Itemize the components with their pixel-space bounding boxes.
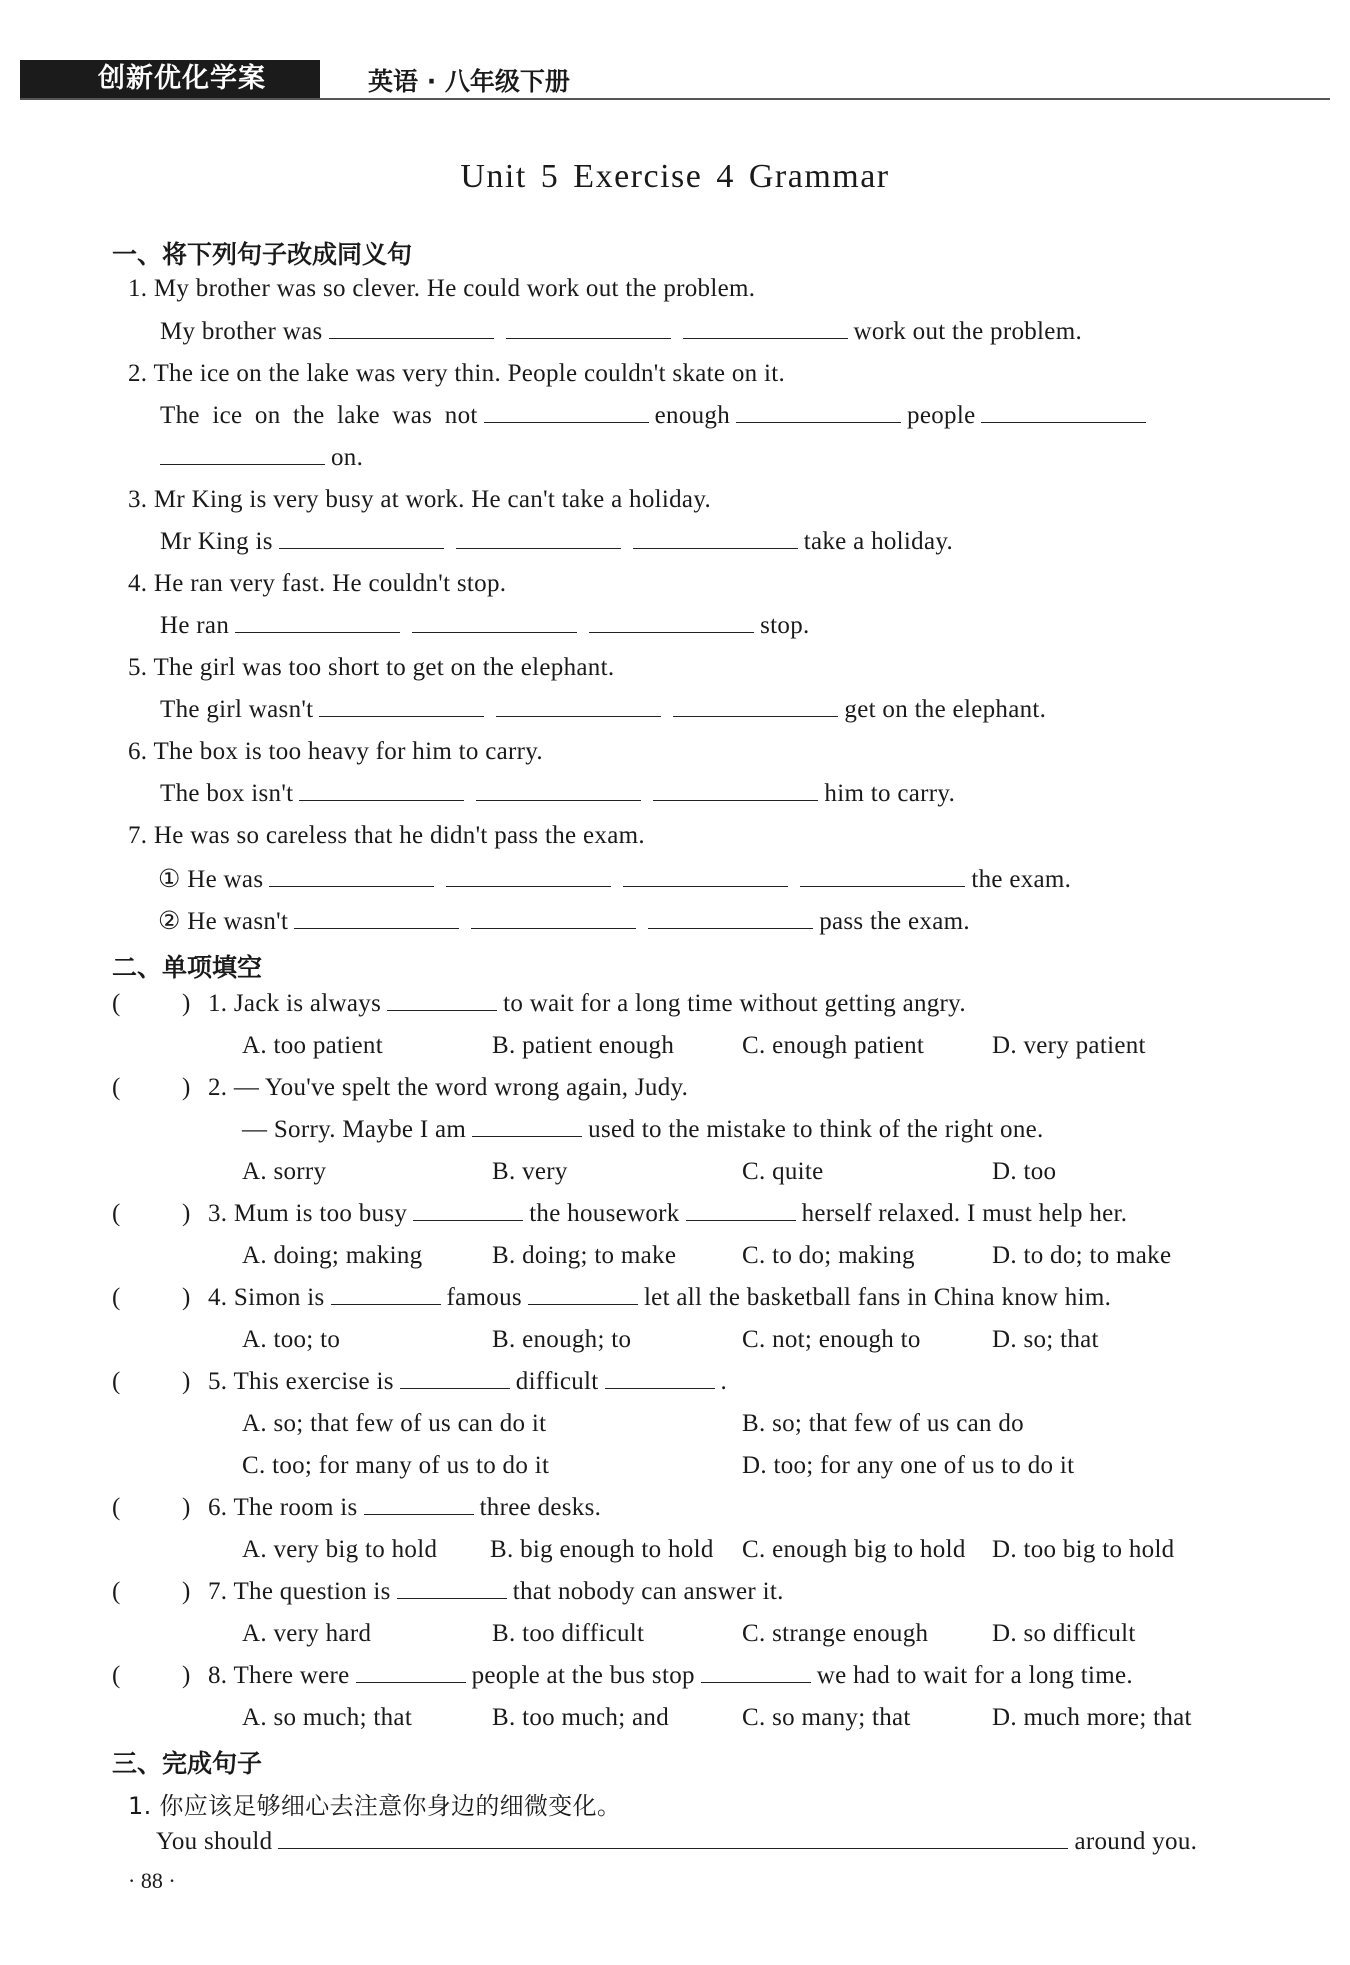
answer-blank[interactable]: [160, 446, 325, 465]
header-rule: [20, 98, 1330, 100]
s1-a7-2: ② He wasn't pass the exam.: [158, 908, 970, 935]
answer-blank[interactable]: [364, 1496, 474, 1515]
s1-q3: 3. Mr King is very busy at work. He can't take a holiday.: [128, 486, 712, 513]
s2-q3-opt-d[interactable]: D. to do; to make: [992, 1242, 1172, 1269]
answer-blank[interactable]: [472, 1118, 582, 1137]
s2-q1-opt-d[interactable]: D. very patient: [992, 1032, 1146, 1059]
s2-q5-opt-d[interactable]: D. too; for any one of us to do it: [742, 1452, 1075, 1479]
answer-blank[interactable]: [471, 910, 636, 929]
s1-q5: 5. The girl was too short to get on the elephant.: [128, 654, 615, 681]
answer-blank[interactable]: [648, 910, 813, 929]
brand-banner: 创新优化学案: [20, 60, 320, 98]
s2-q5-opt-c[interactable]: C. too; for many of us to do it: [242, 1452, 550, 1479]
s1-a6: The box isn't him to carry.: [160, 780, 956, 807]
answer-paren-close: ): [182, 1578, 191, 1605]
section-3-heading: 三、完成句子: [112, 1749, 263, 1778]
s2-q7-opt-b[interactable]: B. too difficult: [492, 1620, 645, 1647]
s2-q1-opt-a[interactable]: A. too patient: [242, 1032, 383, 1059]
s2-q5-opt-b[interactable]: B. so; that few of us can do: [742, 1410, 1024, 1437]
s2-q8-opt-d[interactable]: D. much more; that: [992, 1704, 1192, 1731]
answer-blank[interactable]: [800, 868, 965, 887]
answer-blank[interactable]: [299, 782, 464, 801]
answer-paren-open: (: [112, 1074, 121, 1101]
answer-blank[interactable]: [269, 868, 434, 887]
answer-blank[interactable]: [278, 1830, 1068, 1849]
s1-q4: 4. He ran very fast. He couldn't stop.: [128, 570, 507, 597]
s2-q4: 4. Simon is famous let all the basketball fans in China know him.: [208, 1284, 1112, 1311]
s2-q6-opt-b[interactable]: B. big enough to hold: [490, 1536, 714, 1563]
s2-q3-opt-a[interactable]: A. doing; making: [242, 1242, 423, 1269]
answer-blank[interactable]: [294, 910, 459, 929]
answer-blank[interactable]: [397, 1580, 507, 1599]
answer-paren-open: (: [112, 1200, 121, 1227]
answer-blank[interactable]: [633, 530, 798, 549]
answer-blank[interactable]: [446, 868, 611, 887]
answer-paren-close: ): [182, 1368, 191, 1395]
answer-paren-open: (: [112, 1662, 121, 1689]
answer-blank[interactable]: [279, 530, 444, 549]
s2-q5: 5. This exercise is difficult .: [208, 1368, 728, 1395]
answer-paren-close: ): [182, 990, 191, 1017]
s2-q4-opt-d[interactable]: D. so; that: [992, 1326, 1099, 1353]
answer-blank[interactable]: [484, 404, 649, 423]
s1-q2: 2. The ice on the lake was very thin. People couldn't skate on it.: [128, 360, 786, 387]
answer-blank[interactable]: [235, 614, 400, 633]
s1-a2: The ice on the lake was not enough people: [160, 402, 1152, 430]
answer-blank[interactable]: [319, 698, 484, 717]
answer-blank[interactable]: [400, 1370, 510, 1389]
s3-q1: 1. 你应该足够细心去注意你身边的细微变化。: [128, 1792, 622, 1820]
s2-q4-opt-a[interactable]: A. too; to: [242, 1326, 341, 1353]
answer-blank[interactable]: [506, 320, 671, 339]
s2-q3-opt-c[interactable]: C. to do; making: [742, 1242, 915, 1269]
answer-paren-close: ): [182, 1200, 191, 1227]
s1-a1: My brother was work out the problem.: [160, 318, 1082, 345]
answer-paren-open: (: [112, 1494, 121, 1521]
answer-blank[interactable]: [331, 1286, 441, 1305]
s2-q7-opt-c[interactable]: C. strange enough: [742, 1620, 929, 1647]
s2-q2-line1: 2. — You've spelt the word wrong again, Judy.: [208, 1074, 689, 1101]
s2-q8-opt-b[interactable]: B. too much; and: [492, 1704, 670, 1731]
s2-q2-line2: — Sorry. Maybe I am used to the mistake to think of the right one.: [242, 1116, 1044, 1143]
page-number: · 88 ·: [128, 1868, 176, 1893]
answer-paren-close: ): [182, 1494, 191, 1521]
s1-q7: 7. He was so careless that he didn't pass the exam.: [128, 822, 645, 849]
s1-a2-cont: on.: [160, 444, 363, 472]
answer-blank[interactable]: [686, 1202, 796, 1221]
s2-q1-opt-c[interactable]: C. enough patient: [742, 1032, 925, 1059]
s1-q6: 6. The box is too heavy for him to carry.: [128, 738, 543, 765]
answer-blank[interactable]: [496, 698, 661, 717]
answer-paren-open: (: [112, 990, 121, 1017]
s1-a5: The girl wasn't get on the elephant.: [160, 696, 1047, 723]
answer-blank[interactable]: [673, 698, 838, 717]
s2-q7-opt-a[interactable]: A. very hard: [242, 1620, 372, 1647]
answer-blank[interactable]: [413, 1202, 523, 1221]
answer-blank[interactable]: [528, 1286, 638, 1305]
s2-q2-opt-c[interactable]: C. quite: [742, 1158, 824, 1185]
s2-q6-opt-d[interactable]: D. too big to hold: [992, 1536, 1175, 1563]
answer-blank[interactable]: [589, 614, 754, 633]
s2-q1: 1. Jack is always to wait for a long time without getting angry.: [208, 990, 966, 1017]
s2-q6: 6. The room is three desks.: [208, 1494, 602, 1521]
answer-blank[interactable]: [476, 782, 641, 801]
s3-a1: You should around you.: [156, 1828, 1198, 1855]
section-2-heading: 二、单项填空: [112, 953, 263, 982]
answer-blank[interactable]: [683, 320, 848, 339]
s2-q2-opt-b[interactable]: B. very: [492, 1158, 568, 1185]
s2-q4-opt-b[interactable]: B. enough; to: [492, 1326, 632, 1353]
section-1-heading: 一、将下列句子改成同义句: [112, 240, 413, 269]
s2-q1-opt-b[interactable]: B. patient enough: [492, 1032, 675, 1059]
s1-q1: 1. My brother was so clever. He could work out the problem.: [128, 275, 756, 302]
s2-q2-opt-d[interactable]: D. too: [992, 1158, 1057, 1185]
s2-q5-opt-a[interactable]: A. so; that few of us can do it: [242, 1410, 547, 1437]
answer-blank[interactable]: [653, 782, 818, 801]
s2-q2-opt-a[interactable]: A. sorry: [242, 1158, 327, 1185]
answer-paren-open: (: [112, 1284, 121, 1311]
answer-blank[interactable]: [412, 614, 577, 633]
answer-blank[interactable]: [701, 1664, 811, 1683]
subject-label: 英语 · 八年级下册: [368, 67, 570, 96]
s2-q6-opt-c[interactable]: C. enough big to hold: [742, 1536, 966, 1563]
answer-blank[interactable]: [329, 320, 494, 339]
answer-blank[interactable]: [356, 1664, 466, 1683]
page-title: Unit 5 Exercise 4 Grammar: [460, 158, 890, 195]
s2-q3-opt-b[interactable]: B. doing; to make: [492, 1242, 677, 1269]
answer-blank[interactable]: [981, 404, 1146, 423]
answer-paren-open: (: [112, 1578, 121, 1605]
s2-q8-opt-a[interactable]: A. so much; that: [242, 1704, 413, 1731]
s2-q8-opt-c[interactable]: C. so many; that: [742, 1704, 911, 1731]
s2-q6-opt-a[interactable]: A. very big to hold: [242, 1536, 438, 1563]
answer-paren-close: ): [182, 1074, 191, 1101]
answer-paren-open: (: [112, 1368, 121, 1395]
s2-q8: 8. There were people at the bus stop we had to wait for a long time.: [208, 1662, 1133, 1689]
answer-paren-close: ): [182, 1662, 191, 1689]
answer-blank[interactable]: [736, 404, 901, 423]
answer-blank[interactable]: [605, 1370, 715, 1389]
s2-q7-opt-d[interactable]: D. so difficult: [992, 1620, 1136, 1647]
s1-a7-1: ① He was the exam.: [158, 866, 1072, 893]
s1-a4: He ran stop.: [160, 612, 810, 639]
answer-blank[interactable]: [456, 530, 621, 549]
s2-q7: 7. The question is that nobody can answer it.: [208, 1578, 784, 1605]
s1-a3: Mr King is take a holiday.: [160, 528, 954, 555]
answer-paren-close: ): [182, 1284, 191, 1311]
answer-blank[interactable]: [387, 992, 497, 1011]
s2-q3: 3. Mum is too busy the housework herself relaxed. I must help her.: [208, 1200, 1128, 1227]
answer-blank[interactable]: [623, 868, 788, 887]
s2-q4-opt-c[interactable]: C. not; enough to: [742, 1326, 921, 1353]
